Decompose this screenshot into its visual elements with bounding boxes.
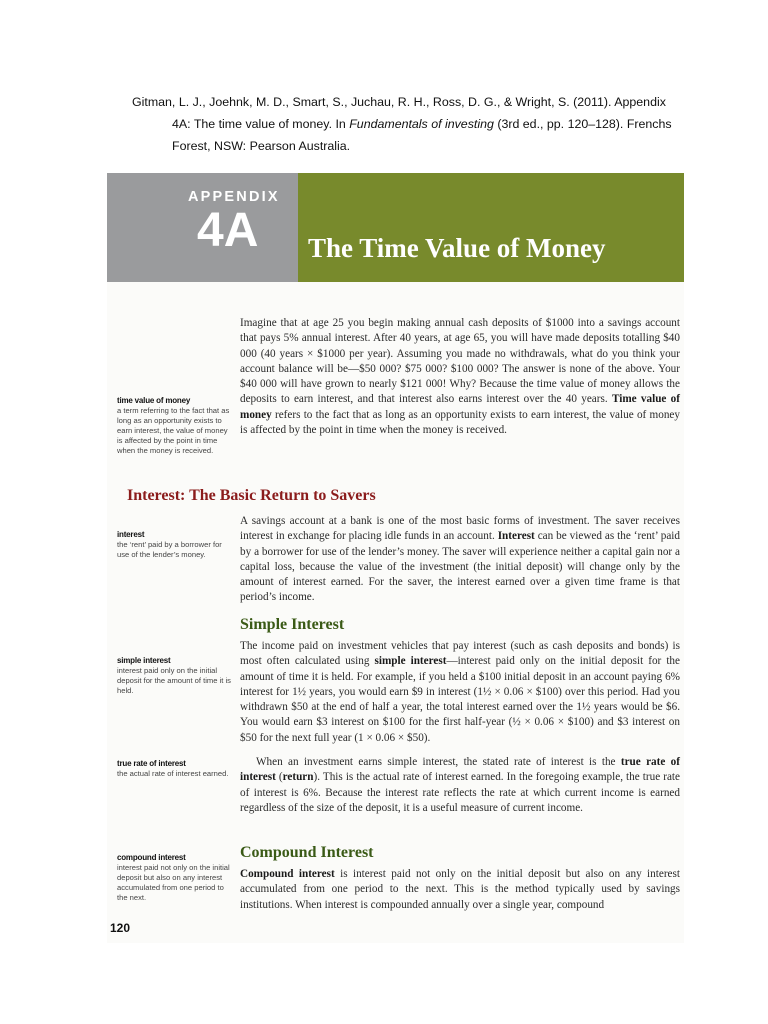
citation-book-title: Fundamentals of investing (349, 117, 494, 131)
margin-definition: a term referring to the fact that as long as an opportunity exists to earn interest, the value of money is affected by the point in time when the money is received. (117, 406, 230, 455)
appendix-word: APPENDIX (188, 189, 280, 205)
margin-note-interest (117, 530, 235, 560)
interest-text-2: can be viewed as the ‘rent’ paid by a borrower for use of the lender’s money. The saver will experience neither a capital gain nor a capital loss, because the value of the investment (the initial deposit) will change only by the amount of interest earned. For the saver, the interest earned over a given time frame is that period’s income. (240, 530, 680, 604)
compound-term: Compound interest (240, 868, 335, 880)
margin-term: simple interest (117, 656, 171, 665)
margin-note-compound-interest (117, 853, 235, 903)
page-number: 120 (110, 921, 131, 935)
intro-text-1: Imagine that at age 25 you begin making annual cash deposits of $1000 into a savings account that pays 5% annual interest. After 40 years, at age 65, you will have made deposits totalling $40 000 (40 years × $1000 per year). Assuming you made no withdrawals, what do you think your account balance will be—$50 000? $75 000? $100 000? The answer is none of the above. Your $40 000 will have grown to nearly $121 000! Why? Because the time value of money allows the deposits to earn interest, and that interest also earns interest over the 40 years. (240, 317, 680, 406)
book-page (107, 173, 684, 943)
simple-text-1: The income paid on investment vehicles that pay interest (such as cash deposits and bonds) is most often calculated using (240, 640, 680, 668)
citation-line-2-start: 4A: The time value of money. In (172, 117, 350, 131)
appendix-number: 4A (197, 204, 259, 257)
citation-line-2-end: (3rd ed., pp. 120–128). Frenchs (493, 117, 672, 131)
margin-term: interest (117, 530, 145, 539)
margin-term: compound interest (117, 853, 186, 862)
section-heading: Interest: The Basic Return to Savers (127, 487, 376, 504)
true-rate-text-2: ( (275, 771, 283, 784)
interest-term: Interest (497, 530, 535, 543)
true-rate-paragraph (240, 755, 680, 816)
intro-paragraph (240, 316, 680, 438)
intro-text-2: refers to the fact that as long as an opportunity exists to earn interest, the value of money is affected by the point in time when the money is received. (240, 408, 680, 437)
chapter-title-block (298, 173, 684, 282)
interest-text-1: A savings account at a bank is one of the most basic forms of investment. The saver receives interest in exchange for placing idle funds in an account. (240, 515, 680, 543)
true-rate-text-1: When an investment earns simple interest, the stated rate of interest is the (256, 756, 621, 768)
compound-text: is interest paid not only on the initial deposit but also on any interest accumulated from one period to the next. This is the method typically used by savings institutions. When interest is compounded annually over a single year, compound (240, 868, 680, 911)
interest-paragraph (240, 514, 680, 606)
chapter-title: The Time Value of Money (308, 233, 606, 263)
margin-definition: interest paid not only on the initial deposit but also on any interest accumulated from one period to the next. (117, 863, 230, 902)
margin-term: time value of money (117, 396, 191, 405)
appendix-label-block (107, 173, 298, 282)
return-term: return (282, 771, 314, 784)
citation (132, 91, 672, 157)
margin-definition: the ‘rent’ paid by a borrower for use of the lender’s money. (117, 540, 222, 559)
true-rate-text-3: ). This is the actual rate of interest earned. In the foregoing example, the true rate of interest is 6%. Because the interest rate reflects the rate at which current income is earned regardless of the size of the deposit, it is a useful measure of current income. (240, 771, 680, 814)
simple-interest-paragraph (240, 639, 680, 746)
simple-term: simple interest (374, 655, 447, 668)
margin-note-true-rate (117, 759, 235, 779)
margin-term: true rate of interest (117, 759, 186, 768)
citation-line-2 (132, 113, 672, 135)
margin-note-time-value (117, 396, 235, 456)
margin-definition: interest paid only on the initial deposit for the amount of time it is held. (117, 666, 231, 695)
citation-line-1: Gitman, L. J., Joehnk, M. D., Smart, S., Juchau, R. H., Ross, D. G., & Wright, S. (2011). Appendix (132, 95, 666, 109)
simple-interest-heading: Simple Interest (240, 616, 345, 633)
true-rate-term: true rate of interest (240, 756, 680, 784)
intro-term: Time value of money (240, 393, 680, 421)
simple-text-2: —interest paid only on the initial deposit for the amount of time it is held. For example, if you held a $100 initial deposit in an account paying 6% interest for 1½ years, you would earn $9 in interest (1½ × 0.06 × $100) over this period. Had you withdrawn $50 at the end of half a year, the total interest earned over the 1½ years would be $6. You would earn $3 interest on $100 for the first half-year (½ × 0.06 × $100) and $3 interest on $50 for the next full year (1 × 0.06 × $50). (240, 655, 680, 744)
compound-interest-heading: Compound Interest (240, 844, 374, 861)
margin-note-simple-interest (117, 656, 235, 696)
compound-interest-paragraph (240, 867, 680, 913)
margin-definition: the actual rate of interest earned. (117, 769, 229, 778)
citation-line-3: Forest, NSW: Pearson Australia. (172, 139, 351, 153)
